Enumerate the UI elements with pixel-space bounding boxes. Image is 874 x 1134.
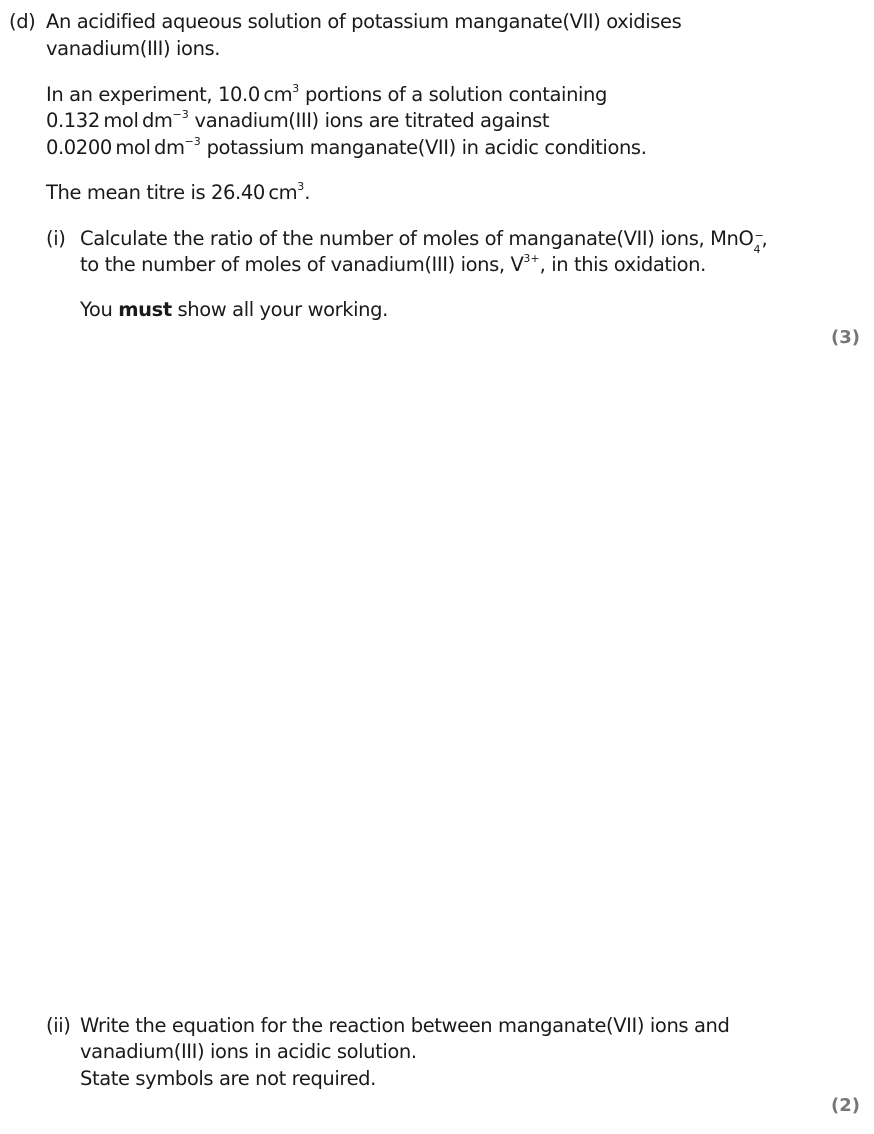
part-ii-label: (ii) bbox=[46, 1014, 71, 1037]
experiment-line-2: 0.132 mol $dm^{-3}$ vanadium(III) ions are titrated against bbox=[46, 107, 550, 132]
experiment-line-3: 0.0200 mol $dm^{-3}$ potassium manganate(VII) in acidic conditions. bbox=[46, 134, 647, 159]
part-i-line-2: to the number of moles of vanadium(III) ions, $V^{3+}$, in this oxidation. bbox=[80, 251, 706, 276]
part-i-line-1: Calculate the ratio of the number of moles of manganate(VII) ions, MnO − 4 , bbox=[80, 227, 768, 256]
part-ii-line-3: State symbols are not required. bbox=[80, 1067, 376, 1090]
intro-line-2: vanadium(III) ions. bbox=[46, 37, 221, 60]
part-d-label: (d) bbox=[9, 10, 36, 33]
part-ii-line-2: vanadium(III) ions in acidic solution. bbox=[80, 1040, 417, 1063]
marks-part-i: (3) bbox=[831, 327, 860, 348]
part-i-label: (i) bbox=[46, 227, 66, 250]
working-instruction: You must show all your working. bbox=[80, 298, 388, 321]
mean-titre: The mean titre is 26.40 $cm^3$. bbox=[46, 179, 311, 204]
experiment-line-1: In an experiment, 10.0 $cm^3$ portions of a solution containing bbox=[46, 81, 607, 106]
marks-part-ii: (2) bbox=[831, 1095, 860, 1116]
intro-line-1: An acidified aqueous solution of potassium manganate(VII) oxidises bbox=[46, 10, 682, 33]
answer-space-part-i[interactable] bbox=[0, 360, 874, 1000]
part-ii-line-1: Write the equation for the reaction between manganate(VII) ions and bbox=[80, 1014, 730, 1037]
